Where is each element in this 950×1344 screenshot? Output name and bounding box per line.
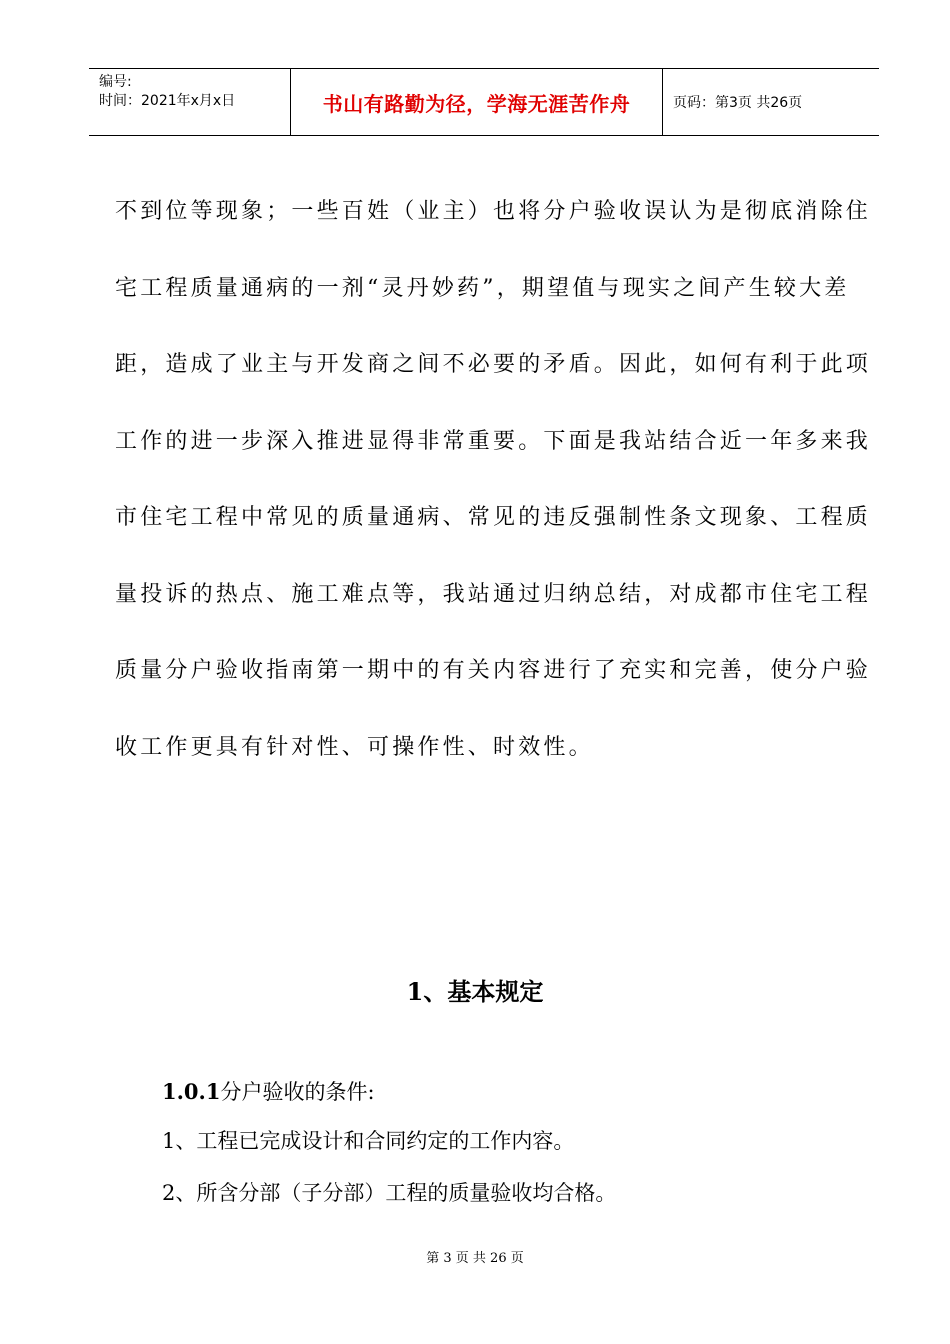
body-line: 距，造成了业主与开发商之间不必要的矛盾。因此，如何有利于此项 (115, 352, 872, 377)
subsection-heading (162, 1076, 375, 1106)
header-motto: 书山有路勤为径，学海无涯苦作舟 (291, 69, 663, 135)
body-line: 宅工程质量通病的一剂“灵丹妙药”，期望值与现实之间产生较大差 (115, 275, 850, 301)
list-item: 1、工程已完成设计和合同约定的工作内容。 (162, 1129, 575, 1153)
body-line: 工作的进一步深入推进显得非常重要。下面是我站结合近一年多来我 (115, 428, 872, 454)
list-item: 2、所含分部（子分部）工程的质量验收均合格。 (162, 1181, 617, 1205)
body-line: 量投诉的热点、施工难点等，我站通过归纳总结，对成都市住宅工程 (115, 581, 872, 607)
body-paragraph (115, 174, 872, 786)
body-line: 收工作更具有针对性、可操作性、时效性。 (115, 734, 594, 760)
header-meta (89, 69, 291, 135)
page-header (89, 68, 879, 136)
page-footer: 第 3 页 共 26 页 (426, 1251, 524, 1266)
body-line: 不到位等现象；一些百姓（业主）也将分户验收误认为是彻底消除住 (115, 199, 872, 224)
body-line: 市住宅工程中常见的质量通病、常见的违反强制性条文现象、工程质 (115, 505, 872, 530)
section-title: 1、基本规定 (406, 977, 544, 1006)
time-label: 时间：2021年x月x日 (99, 93, 236, 109)
subsection-title: 分户验收的条件: (220, 1080, 375, 1104)
number-label: 编号: (99, 74, 132, 90)
header-page-info: 页码：第3页 共26页 (673, 95, 803, 111)
body-line: 质量分户验收指南第一期中的有关内容进行了充实和完善，使分户验 (115, 658, 872, 683)
subsection-number: 1.0.1 (162, 1079, 221, 1104)
